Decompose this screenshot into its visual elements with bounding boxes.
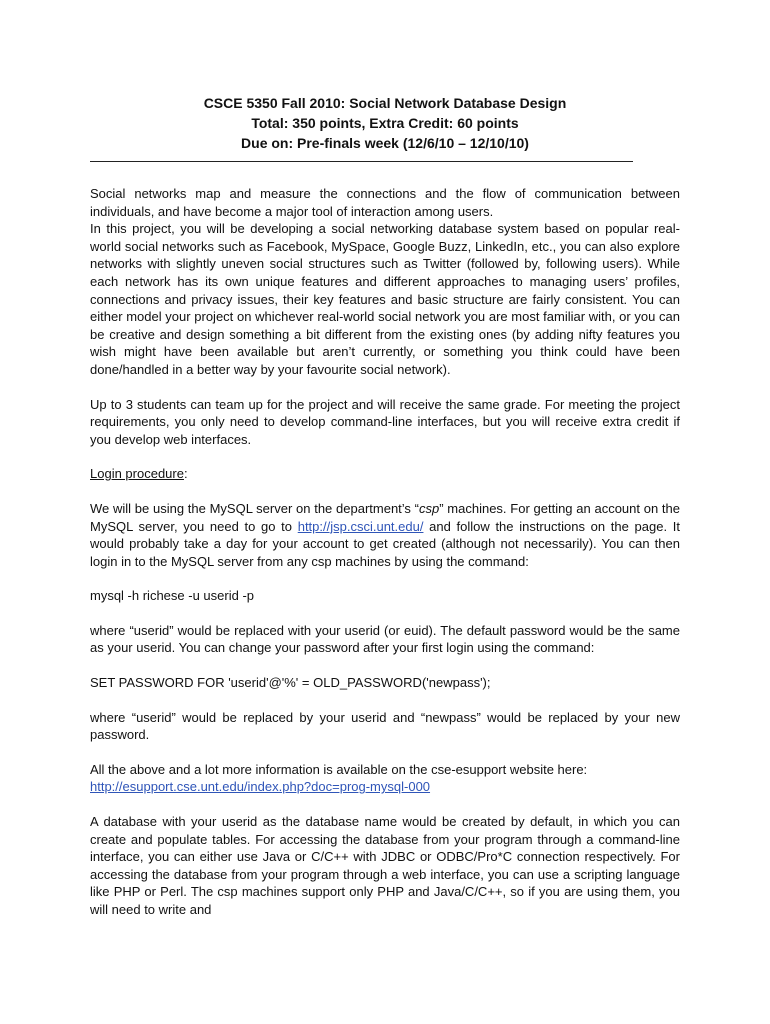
paragraph-database: A database with your userid as the database name would be created by default, in which you can create and populate tables. For accessing the database from your program through a command-line interface, you can either use Java or C/C++ with JDBC or ODBC/Pro*C connection respectively. For accessing the database from your program through a web interface, you can use a scripting language like PHP or Perl. The csp machines support only PHP and Java/C/C++, so if you are using them, you will need to write and xyxy=(90,814,680,917)
jsp-link[interactable]: http://jsp.csci.unt.edu/ xyxy=(297,518,424,534)
paragraph-esupport xyxy=(90,761,680,796)
login-procedure-heading: Login procedure xyxy=(90,466,184,482)
login-heading-colon: : xyxy=(183,466,188,482)
due-date-line: Due on: Pre-finals week (12/6/10 – 12/10/10) xyxy=(241,135,529,151)
paragraph-intro: Social networks map and measure the connections and the flow of communication between individuals, and have become a major tool of interaction among users. xyxy=(90,186,680,219)
mysql-command: mysql -h richese -u userid -p xyxy=(90,588,254,604)
login-text-a: We will be using the MySQL server on the department’s “ xyxy=(90,500,419,516)
document-body xyxy=(90,185,680,936)
course-title: CSCE 5350 Fall 2010: Social Network Database Design xyxy=(203,95,567,111)
document-header xyxy=(90,93,680,153)
login-text-b: ” machines. For getting an account on the MySQL server, you need to go to xyxy=(90,500,680,534)
header-divider xyxy=(90,161,633,162)
paragraph-newpass: where “userid” would be replaced by your userid and “newpass” would be replaced by your new password. xyxy=(90,709,680,743)
points-line: Total: 350 points, Extra Credit: 60 points xyxy=(251,115,519,131)
esupport-link[interactable]: http://esupport.cse.unt.edu/index.php?doc=prog-mysql-000 xyxy=(90,779,431,795)
login-text-c: and follow the instructions on the page. It would probably take a day for your account to get created (although not necessarily). You can then login in to the MySQL server from any csp machines by using the command: xyxy=(90,518,680,569)
csp-term: csp xyxy=(419,500,440,516)
paragraph-project: In this project, you will be developing a social networking database system based on popular real-world social networks such as Facebook, MySpace, Google Buzz, LinkedIn, etc., you can also explore networks with slightly uneven social structures such as Twitter (followed by, following users). While each network has its own unique features and different approaches to managing users’ profiles, connections and privacy issues, their key features and basic structure are fairly consistent. You can either model your project on whichever real-world social network you are most familiar with, or you can be creative and design something a bit different from the existing ones (by adding nifty features you wish might have been available but aren’t currently, or something you think could have been done/handled in a better way by your favourite social network). xyxy=(90,221,680,377)
login-procedure-heading-line xyxy=(90,465,680,483)
paragraph-teams: Up to 3 students can team up for the project and will receive the same grade. For meeting the project requirements, you only need to develop command-line interfaces, but you will receive extra credit if you develop web interfaces. xyxy=(90,396,680,447)
paragraph-userid: where “userid” would be replaced with your userid (or euid). The default password would be the same as your userid. You can change your password after your first login using the command: xyxy=(90,622,680,656)
set-password-command: SET PASSWORD FOR 'userid'@'%' = OLD_PASSWORD('newpass'); xyxy=(90,675,491,691)
esupport-text: All the above and a lot more information is available on the cse-esupport website here: xyxy=(90,761,588,777)
paragraph-login xyxy=(90,500,680,570)
